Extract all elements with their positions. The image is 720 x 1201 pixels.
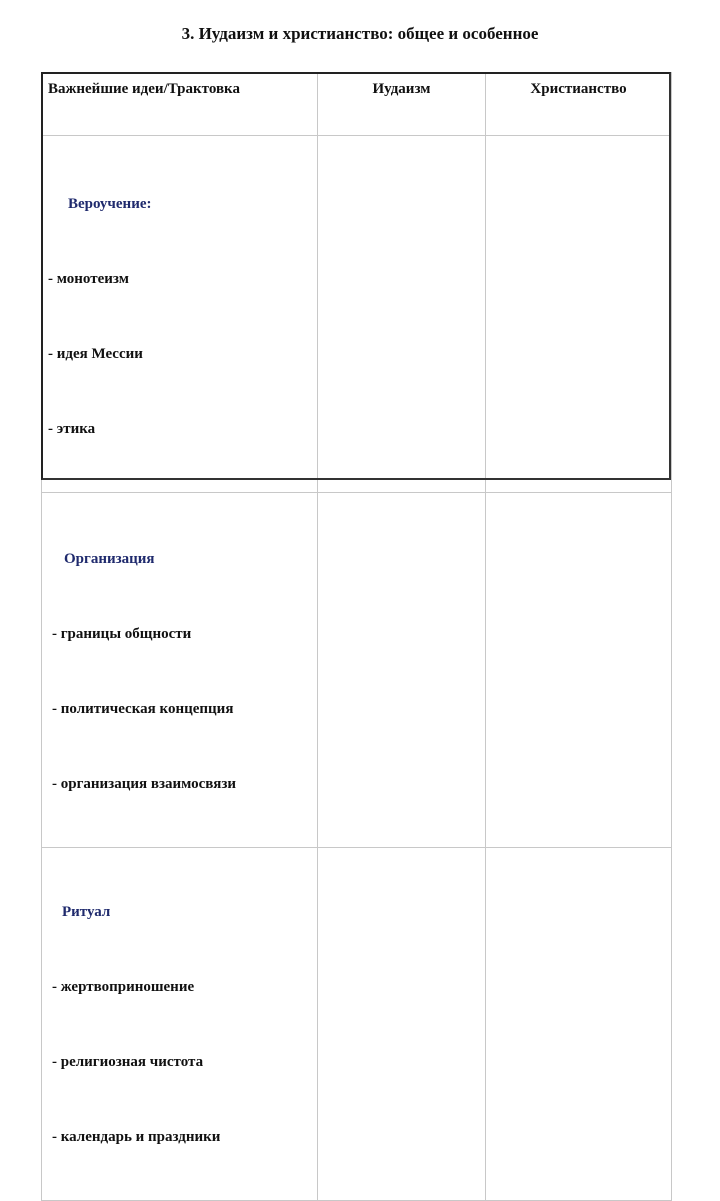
column-header-judaism: Иудаизм [318,73,486,136]
row-cell-organization [42,493,318,848]
row-group-title: Ритуал [62,904,111,920]
column-header-christianity: Христианство [486,73,672,136]
column-header-ideas: Важнейшие идеи/Трактовка [42,73,318,136]
list-item: - жертвоприношение [52,979,195,995]
cell-judaism-organization [318,493,486,848]
comparison-table [41,72,672,1201]
page-title: 3. Иудаизм и христианство: общее и особенное [181,24,539,43]
cell-judaism-ritual [318,848,486,1201]
row-cell-doctrine [42,136,318,493]
row-group-title: Организация [64,551,155,567]
table-row [42,493,672,848]
list-item: - политическая концепция [52,701,234,717]
list-item: - календарь и праздники [52,1129,221,1145]
list-item: - монотеизм [48,271,129,287]
row-cell-ritual [42,848,318,1201]
list-item: - идея Мессии [48,346,143,362]
table-row [42,136,672,493]
list-item: - этика [48,421,96,437]
table-header-row [42,73,672,136]
cell-christianity-organization [486,493,672,848]
table-row [42,848,672,1201]
cell-judaism-doctrine [318,136,486,493]
cell-christianity-ritual [486,848,672,1201]
list-item: - организация взаимосвязи [52,776,236,792]
row-group-title: Вероучение: [68,196,152,212]
cell-christianity-doctrine [486,136,672,493]
list-item: - границы общности [52,626,192,642]
list-item: - религиозная чистота [52,1054,204,1070]
